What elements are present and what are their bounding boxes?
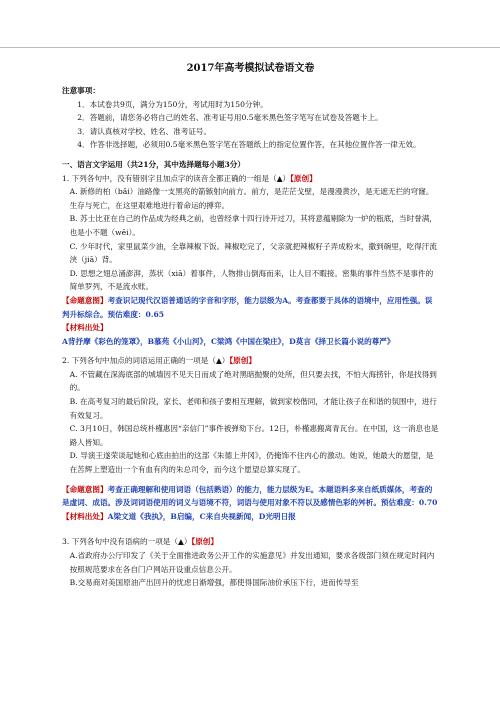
- answer-mark: ▲: [177, 537, 184, 547]
- answer-mark: ▲: [215, 356, 222, 366]
- question-1-option-b: B. 苏士比亚在自己的作品成为经典之前，也曾经拿十四行诗开过刀，其将意蕴剔除为一炉的瓶底，当时誉满，也是小不题（wěi）。: [69, 214, 437, 237]
- source-tag: 【原创】: [191, 537, 218, 547]
- answer-mark: ▲: [276, 173, 283, 183]
- question-2-option-b: B. 在高考复习的最后阶段，家长、老师和孩子要相互理解，做到家校偕同，才能让孩子在和谐的氛围中，进行有效复习。: [69, 397, 437, 420]
- notice-item: 2．答题前，请您务必将自己的姓名、准考证号用0.5毫米黑色签字笔写在试卷及答题卡上。: [77, 113, 383, 123]
- question-2-option-c: C. 3月10日，韩国总统朴槿惠因“亲信门”事件被弹劾下台。12日，朴槿惠搬离青瓦台。在中国，这一消息也是路人皆知。: [69, 424, 439, 447]
- source-tag: 【原创】: [290, 173, 317, 183]
- question-1-stem: 1. 下列各句中，没有错别字且加点字的读音全都正确的一组是（▲）【原创】: [62, 173, 317, 183]
- header-rule: [0, 47, 500, 48]
- question-2-intent: 【命题意图】考查正确理解和使用词语（包括熟语）的能力，能力层级为E。本题语料多来自纸质媒体，考查的是虚词、成语。涉及词词语使用的词义与语境不符，词语与使用对象不符以及感情色彩的舛析。预估难度：0.70: [62, 484, 438, 508]
- section-heading: 一、语言文字运用（共21分，其中选择题每小题3分）: [62, 159, 245, 169]
- question-1-option-c: C. 少年时代，家里鼠菜少油，全靠辣椒下饭。辣椒吃完了，父亲就把辣椒籽子弄成粉末，撒到碗里，吃得汗流浃（jiā）背。: [69, 241, 437, 265]
- page-title: 2017年高考模拟试卷语文卷: [186, 63, 315, 74]
- source-tag: 【原创】: [229, 356, 256, 366]
- notice-item: 4．作答非选择题，必须用0.5毫米黑色签字笔在答题纸上的指定位置作答，在其他位置作答一律无效。: [77, 140, 421, 150]
- question-2-option-d: D. 导演王遂荣谈起她和心底由拍出的这部《朱德上井冈》，仍掩饰不住内心的激动。她说，她最大的愿望，是在苦辉上塑造出一个有血有肉的朱总司令，而今这个愿望总算实现了。: [69, 451, 434, 475]
- question-1-material: 【材料出处】A背抒摩《彩色的笼罩》，B慕苑《小山河》，C梁鸿《中国在梁庄》，D莫言《择卫长篇小说的尊严》: [62, 323, 395, 346]
- question-3-option-a: A.省政府办公厅印发了《关于全面推进政务公开工作的实施意见》并发出通知，要求各级部门须在规定时间内按照规范要求在各自门户网站开设重点信息公开。: [69, 551, 435, 574]
- exam-page: [62, 62, 439, 590]
- question-1-intent: 【命题意图】考查识记现代汉语普通话的字音和字形，能力层级为A。考查都要于具体的语境中，应用性强。误判升标综合。预估难度：0.65: [62, 295, 433, 319]
- question-3-stem: 3. 下列各句中没有语病的一项是（▲）【原创】: [62, 537, 218, 547]
- question-1-option-a: A. 新修的柏（bǎi）油路像一支黑亮的箭镞射向前方。前方，是茫茫戈壁，是漫漫黄沙，是无遮无拦的穹窿。生存与死亡，在这里艰难地进行着命运的搏弈。: [69, 187, 434, 210]
- notice-heading: 注意事项：: [62, 86, 100, 95]
- question-3-option-b: B.交易商对美国原油产出回升的忧虑日渐增强，都使得国际油价承压下行，进而传导至: [69, 578, 359, 588]
- question-2-stem: 2. 下列各句中加点的词语运用正确的一项是（▲）【原创】: [62, 356, 256, 366]
- question-2-material: 【材料出处】A梁文道《我执》，B启编，C来自央视新闻，D光明日报: [62, 511, 296, 521]
- question-2-option-a: A. 不管藏在深海底部的城墙因不见天日而成了绝对黑暗抛聚的处所，但只要去找，不怕大海捞针，你是找得到的。: [69, 369, 437, 393]
- notice-item: 1．本试卷共9页，满分为150分，考试用时为150分钟。: [77, 99, 268, 109]
- question-1-option-d: D. 思想之翅总涌澎湃，蒸状（xiā）着事件，人物排山倒海而来，让人目不暇接。密集的事件当然不是事件的简单罗列，不是流水账。: [69, 268, 434, 292]
- notice-item: 3．请认真核对学校、姓名、准考证号。: [77, 126, 212, 136]
